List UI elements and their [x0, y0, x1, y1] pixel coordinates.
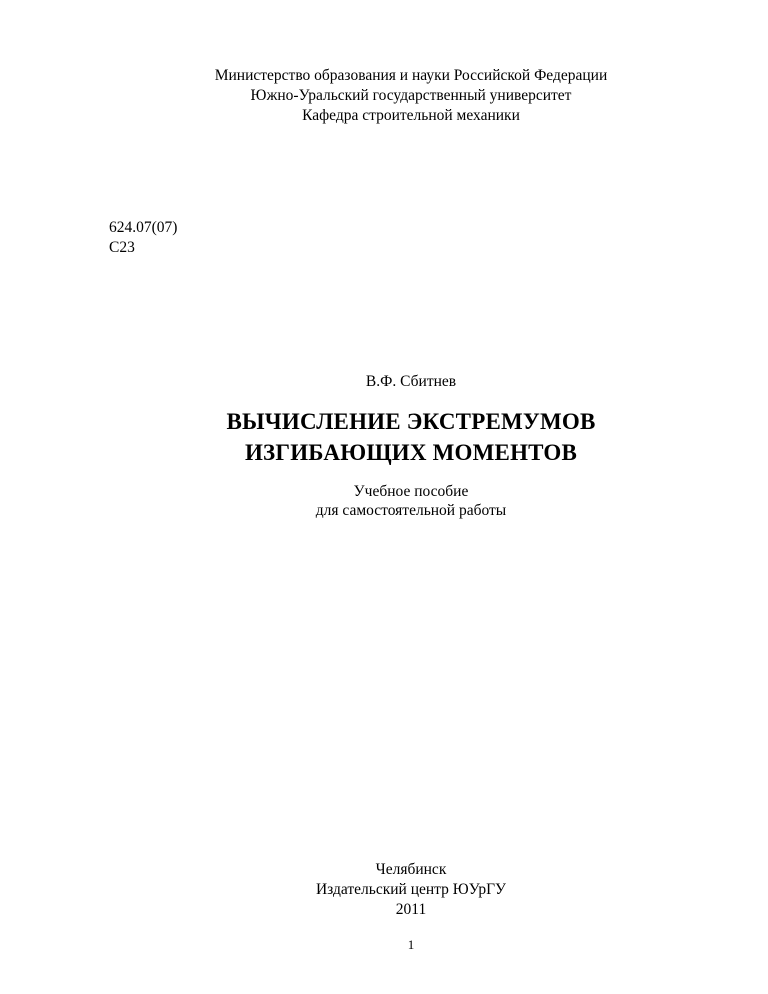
subtitle-line-2: для самостоятельной работы	[315, 502, 507, 519]
institution-header	[0, 66, 768, 126]
subtitle-line-1: Учебное пособие	[353, 483, 469, 500]
department-name: Кафедра строительной механики	[302, 107, 520, 124]
title-line-1: ВЫЧИСЛЕНИЕ ЭКСТРЕМУМОВ	[226, 409, 596, 434]
publication-info	[0, 860, 768, 920]
publication-year: 2011	[395, 901, 427, 918]
page-number: 1	[407, 937, 415, 952]
publisher-name: Издательский центр ЮУрГУ	[315, 881, 507, 898]
document-subtitle	[0, 482, 768, 520]
author-name: В.Ф. Сбитнев	[365, 373, 457, 390]
document-title	[0, 406, 768, 468]
udc-code: 624.07(07)	[109, 219, 178, 236]
university-name: Южно-Уральский государственный университет	[250, 87, 572, 104]
title-line-2: ИЗГИБАЮЩИХ МОМЕНТОВ	[244, 440, 578, 465]
udc-index: С23	[109, 239, 135, 256]
udc-classification	[109, 218, 177, 258]
ministry-name: Министерство образования и науки Российской Федерации	[214, 67, 608, 84]
publication-city: Челябинск	[375, 861, 447, 878]
